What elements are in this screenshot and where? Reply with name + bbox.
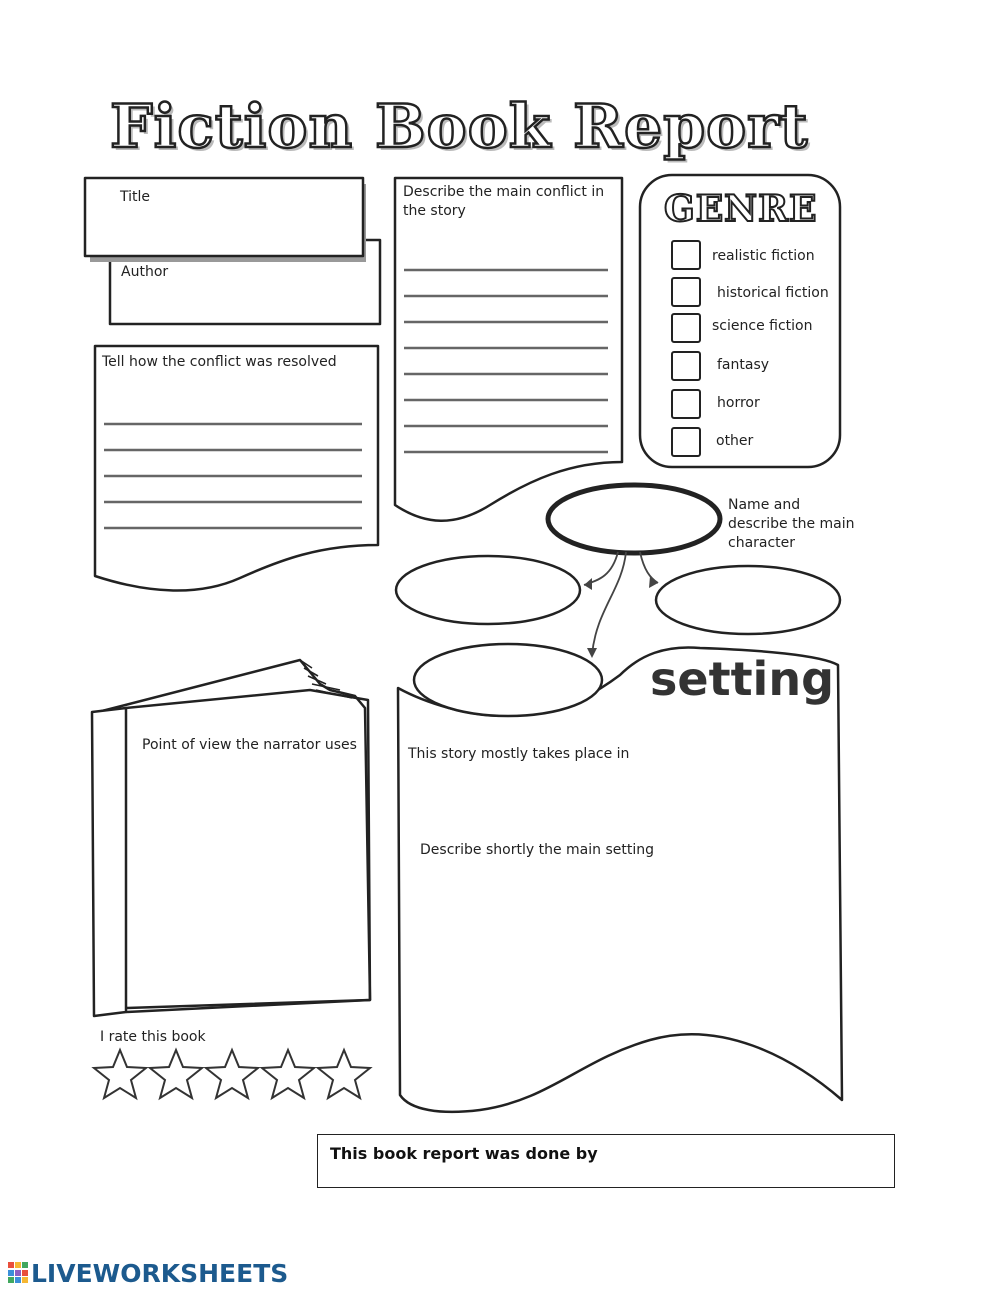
genre-checkbox-other[interactable] xyxy=(671,427,701,457)
resolved-input[interactable] xyxy=(102,378,368,542)
setting-describe-input[interactable] xyxy=(406,866,830,1030)
genre-checkbox-realistic[interactable] xyxy=(671,240,701,270)
genre-option-other: other xyxy=(716,433,754,449)
rating-label: I rate this book xyxy=(100,1029,206,1045)
title-input[interactable] xyxy=(92,212,362,250)
genre-option-horror: horror xyxy=(717,395,760,411)
pov-label: Point of view the narrator uses xyxy=(142,737,357,753)
genre-heading: GENRE xyxy=(664,188,818,230)
genre-checkbox-horror[interactable] xyxy=(671,389,701,419)
trait-right-input[interactable] xyxy=(670,582,830,620)
star-icon xyxy=(262,1050,314,1098)
genre-option-historical: historical fiction xyxy=(717,285,829,301)
pov-input[interactable] xyxy=(136,764,362,994)
star-icon xyxy=(318,1050,370,1098)
author-label: Author xyxy=(121,264,169,280)
main-character-input[interactable] xyxy=(562,500,710,540)
trait-left-input[interactable] xyxy=(410,572,570,610)
brand-name: LIVEWORKSHEETS xyxy=(31,1258,289,1288)
author-input[interactable] xyxy=(116,285,378,321)
genre-checkbox-science[interactable] xyxy=(671,313,701,343)
conflict-input[interactable] xyxy=(402,230,616,466)
conflict-label: Describe the main conflict in the story xyxy=(403,184,605,219)
title-label: Title xyxy=(120,189,151,205)
star-icon xyxy=(206,1050,258,1098)
genre-checkbox-fantasy[interactable] xyxy=(671,351,701,381)
page-title: Fiction Book Report xyxy=(110,92,809,162)
trait-bottom-input[interactable] xyxy=(428,662,592,700)
genre-checkbox-historical[interactable] xyxy=(671,277,701,307)
rating-stars xyxy=(94,1050,370,1098)
setting-place-label: This story mostly takes place in xyxy=(408,746,630,762)
character-label: Name and describe the main character xyxy=(728,497,855,551)
genre-option-realistic: realistic fiction xyxy=(712,248,815,264)
setting-place-input[interactable] xyxy=(406,770,830,812)
star-icon xyxy=(150,1050,202,1098)
resolved-label: Tell how the conflict was resolved xyxy=(102,354,337,370)
done-by-label: This book report was done by xyxy=(330,1144,598,1163)
logo-grid-icon xyxy=(8,1262,28,1284)
genre-option-fantasy: fantasy xyxy=(717,357,770,373)
star-icon xyxy=(94,1050,146,1098)
liveworksheets-logo xyxy=(8,1258,288,1288)
genre-option-science: science fiction xyxy=(712,318,813,334)
setting-heading: setting xyxy=(650,652,834,706)
book-spine xyxy=(92,708,126,1016)
done-by-box[interactable] xyxy=(317,1134,895,1188)
setting-describe-label: Describe shortly the main setting xyxy=(420,842,654,858)
